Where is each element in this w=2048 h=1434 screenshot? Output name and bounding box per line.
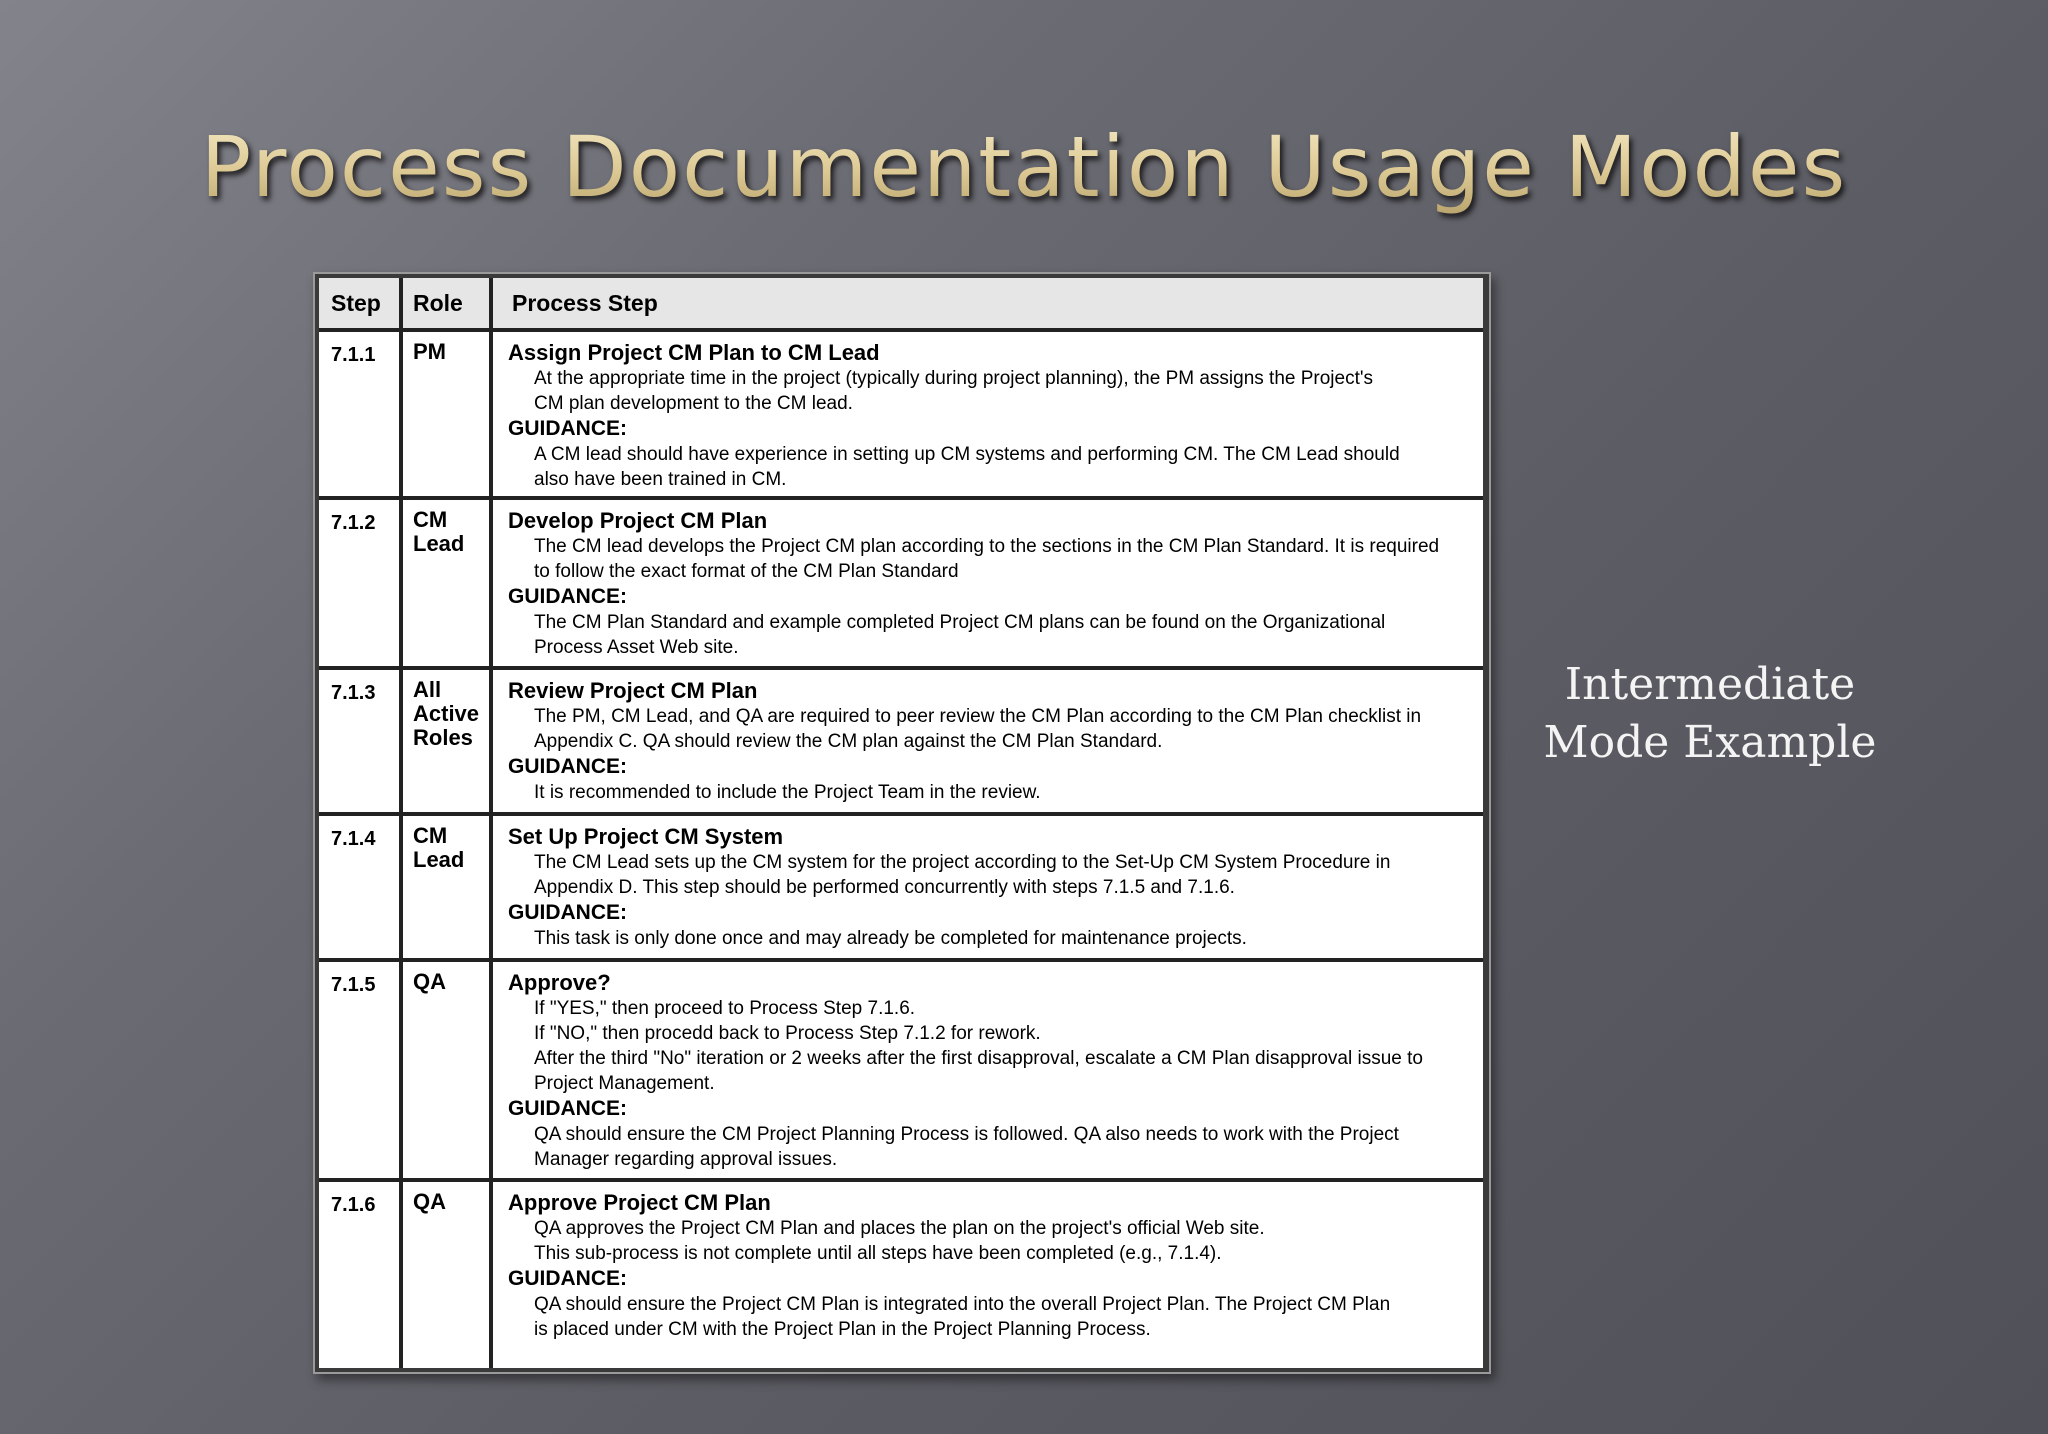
process-step-cell <box>508 678 1468 805</box>
step-number: 7.1.3 <box>331 682 376 704</box>
process-step-cell <box>508 340 1468 492</box>
role-label: All <box>413 677 442 702</box>
side-caption <box>1500 656 1920 772</box>
guidance-text: QA should ensure the Project CM Plan is integrated into the overall Project Plan. The Project CM Plan <box>534 1294 1391 1315</box>
step-title: Approve? <box>508 970 611 995</box>
row-divider <box>319 666 1483 670</box>
guidance-text: Process Asset Web site. <box>534 637 739 658</box>
role-label: Roles <box>413 725 473 750</box>
process-table <box>319 278 1483 1368</box>
step-title: Approve Project CM Plan <box>508 1190 771 1215</box>
row-divider <box>319 812 1483 816</box>
row-divider <box>319 1178 1483 1182</box>
step-number: 7.1.6 <box>331 1194 376 1216</box>
step-description: The CM lead develops the Project CM plan according to the sections in the CM Plan Standard. It is required <box>534 536 1440 557</box>
header-role: Role <box>413 290 463 316</box>
guidance-text: It is recommended to include the Project Team in the review. <box>534 782 1041 803</box>
side-caption-line: Intermediate <box>1564 659 1856 710</box>
role-label: Lead <box>413 847 465 872</box>
step-title: Set Up Project CM System <box>508 824 784 849</box>
role-cell <box>413 824 493 872</box>
guidance-label: GUIDANCE: <box>508 1267 627 1290</box>
step-description: This sub-process is not complete until all steps have been completed (e.g., 7.1.4). <box>534 1243 1222 1264</box>
guidance-text: also have been trained in CM. <box>534 469 787 490</box>
step-description: Project Management. <box>534 1073 715 1094</box>
side-caption-line: Mode Example <box>1543 717 1877 768</box>
process-table-image <box>313 272 1491 1374</box>
guidance-text: The CM Plan Standard and example completed Project CM plans can be found on the Organizational <box>534 612 1386 633</box>
row-divider <box>319 328 1483 332</box>
step-title: Develop Project CM Plan <box>508 508 768 533</box>
guidance-label: GUIDANCE: <box>508 417 627 440</box>
guidance-text: This task is only done once and may already be completed for maintenance projects. <box>534 928 1247 949</box>
role-label: Active <box>413 701 480 726</box>
guidance-label: GUIDANCE: <box>508 585 627 608</box>
step-description: The CM Lead sets up the CM system for the project according to the Set-Up CM System Procedure in <box>534 852 1391 873</box>
role-label: PM <box>413 339 446 364</box>
column-divider <box>489 278 493 1368</box>
column-divider <box>399 278 403 1368</box>
row-divider <box>319 958 1483 962</box>
step-number: 7.1.5 <box>331 974 376 996</box>
step-number: 7.1.1 <box>331 344 376 366</box>
step-description: If "YES," then proceed to Process Step 7.1.6. <box>534 998 916 1019</box>
role-cell <box>413 678 493 750</box>
process-step-cell <box>508 508 1468 660</box>
header-process-step: Process Step <box>512 290 658 316</box>
step-description: If "NO," then procedd back to Process Step 7.1.2 for rework. <box>534 1023 1041 1044</box>
step-number: 7.1.4 <box>331 828 376 850</box>
process-step-cell <box>508 824 1468 951</box>
guidance-label: GUIDANCE: <box>508 1097 627 1120</box>
step-number: 7.1.2 <box>331 512 376 534</box>
process-step-cell <box>508 970 1468 1172</box>
role-label: QA <box>413 1189 446 1214</box>
step-description: At the appropriate time in the project (typically during project planning), the PM assigns the Project's <box>534 368 1373 389</box>
role-label: QA <box>413 969 446 994</box>
row-divider <box>319 496 1483 500</box>
role-cell <box>413 508 493 556</box>
step-description: Appendix C. QA should review the CM plan against the CM Plan Standard. <box>534 731 1163 752</box>
role-label: CM <box>413 507 448 532</box>
guidance-text: Manager regarding approval issues. <box>534 1149 838 1170</box>
step-description: Appendix D. This step should be performed concurrently with steps 7.1.5 and 7.1.6. <box>534 877 1235 898</box>
guidance-text: QA should ensure the CM Project Planning Process is followed. QA also needs to work with the Project <box>534 1124 1399 1145</box>
role-cell <box>413 340 493 364</box>
guidance-text: A CM lead should have experience in setting up CM systems and performing CM. The CM Lead should <box>534 444 1400 465</box>
step-description: CM plan development to the CM lead. <box>534 393 853 414</box>
role-label: CM <box>413 823 448 848</box>
guidance-text: is placed under CM with the Project Plan in the Project Planning Process. <box>534 1319 1151 1340</box>
slide-title: Process Documentation Usage Modes <box>0 118 2048 216</box>
step-description: The PM, CM Lead, and QA are required to peer review the CM Plan according to the CM Plan checklist in <box>534 706 1422 727</box>
process-step-cell <box>508 1190 1468 1342</box>
guidance-label: GUIDANCE: <box>508 901 627 924</box>
role-label: Lead <box>413 531 465 556</box>
step-title: Review Project CM Plan <box>508 678 758 703</box>
step-description: After the third "No" iteration or 2 weeks after the first disapproval, escalate a CM Plan disapproval issue to <box>534 1048 1423 1069</box>
step-title: Assign Project CM Plan to CM Lead <box>508 340 880 365</box>
step-description: to follow the exact format of the CM Plan Standard <box>534 561 959 582</box>
guidance-label: GUIDANCE: <box>508 755 627 778</box>
step-description: QA approves the Project CM Plan and places the plan on the project's official Web site. <box>534 1218 1265 1239</box>
table-header-row <box>319 278 1483 328</box>
role-cell <box>413 970 493 994</box>
role-cell <box>413 1190 493 1214</box>
header-step: Step <box>331 290 381 316</box>
